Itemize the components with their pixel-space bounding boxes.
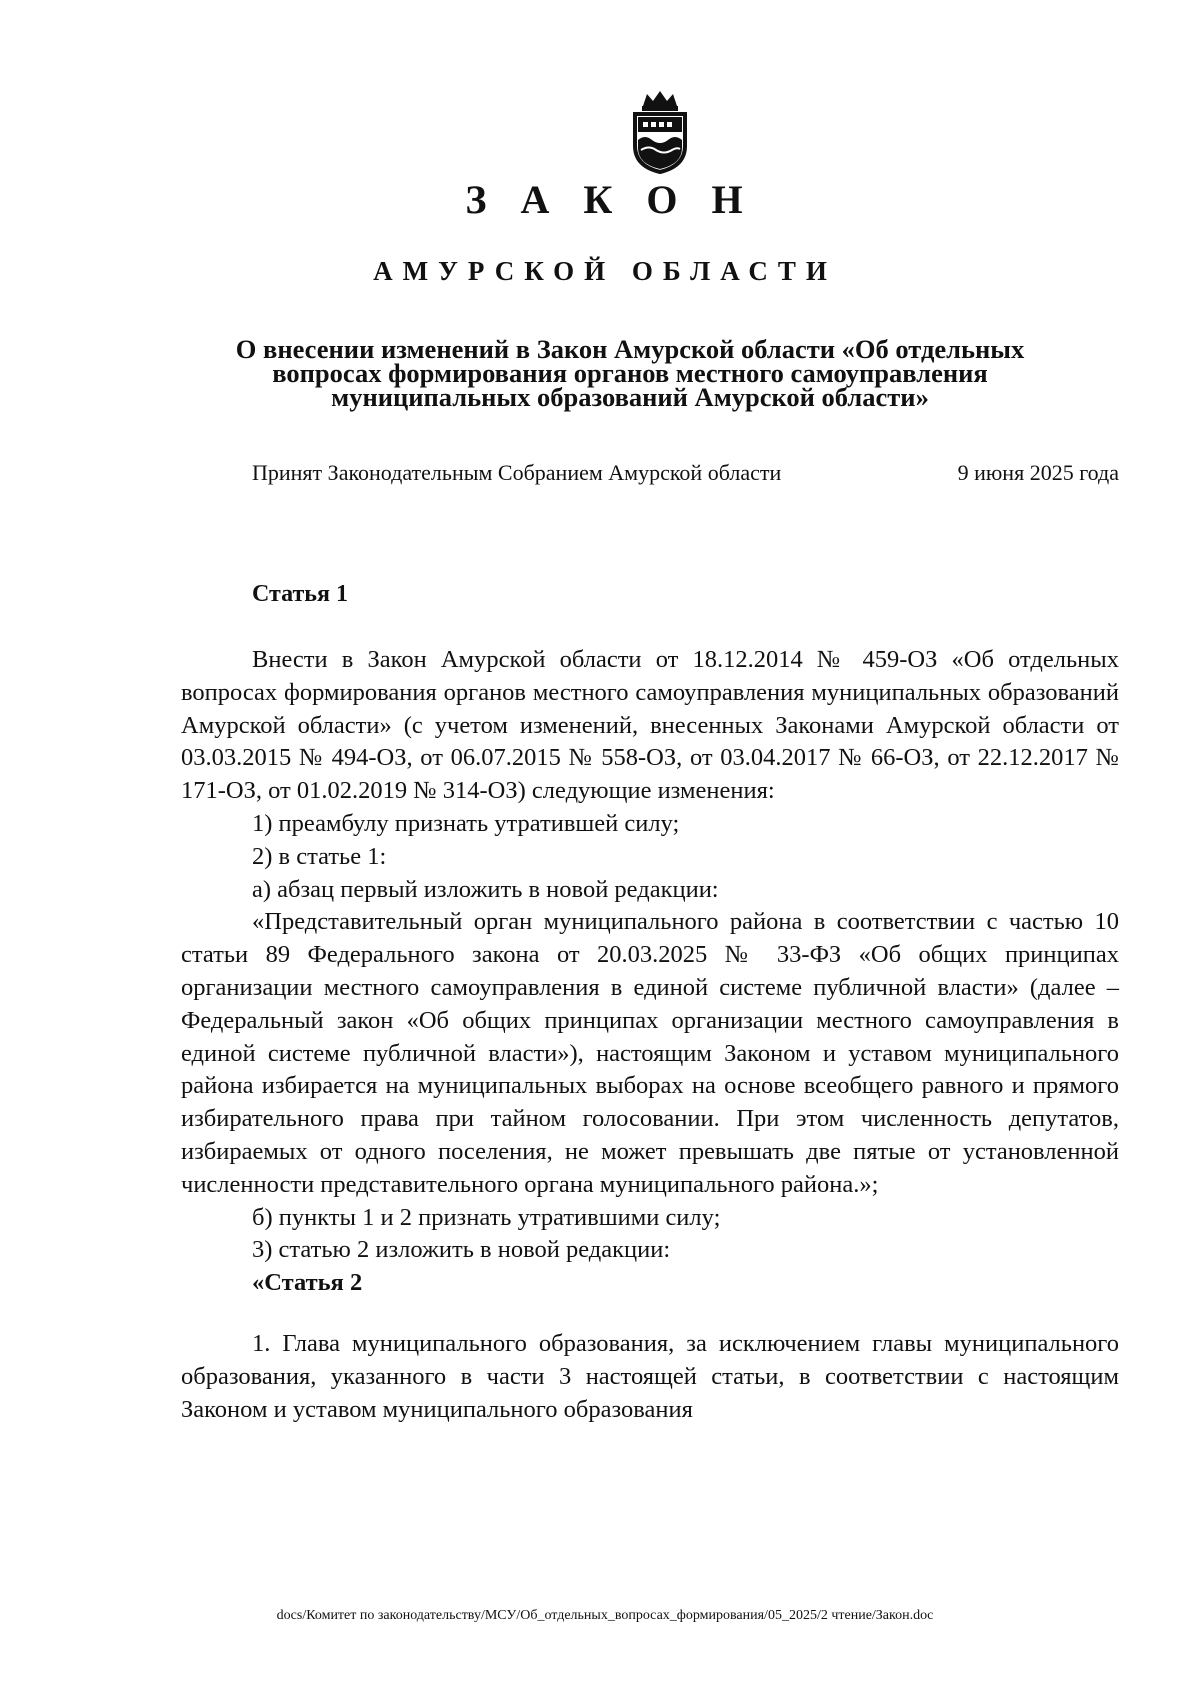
amendment-item-3: 3) статью 2 изложить в новой редакции: <box>252 1236 671 1264</box>
adoption-text: Принят Законодательным Собранием Амурской области <box>252 460 782 485</box>
subject-line: вопросах формирования органов местного самоуправления <box>272 358 988 388</box>
article-2-heading: «Статья 2 <box>252 1269 363 1297</box>
coat-of-arms-icon <box>629 88 691 174</box>
amendment-quote: «Представительный орган муниципального района в соответствии с частью 10 статьи 89 Федерального закона от 20.03.2025 № 33-ФЗ «Об общих принципах организации местного самоуправления в единой системе публичной власти» (далее – Федеральный закон «Об общих принципах организации местного самоуправления в единой системе публичной власти»), настоящим Законом и уставом муниципального района избирается на муниципальных выборах на основе всеобщего равного и прямого избирательного права при тайном голосовании. При этом численность депутатов, избираемых от одного поселения, не может превышать две пятые от установленной численности представительного органа муниципального района.»; <box>181 908 1119 1198</box>
amendment-item-2: 2) в статье 1: <box>252 842 387 870</box>
amendment-item-2a: а) абзац первый изложить в новой редакции: <box>252 875 719 903</box>
adoption-date: 9 июня 2025 года <box>957 460 1119 485</box>
article-1-body <box>181 644 1119 1426</box>
article-1-heading: Статья 1 <box>252 581 348 607</box>
law-subject <box>200 334 1060 412</box>
amendment-item-2b: б) пункты 1 и 2 признать утратившими силу; <box>252 1203 721 1231</box>
article-2-paragraph-1: 1. Глава муниципального образования, за исключением главы муниципального образования, указанного в части 3 настоящей статьи, в соответствии с настоящим Законом и уставом муниципального образования <box>181 1329 1119 1423</box>
amendment-item-1: 1) преамбулу признать утратившей силу; <box>252 809 680 837</box>
subject-line: муниципальных образований Амурской области» <box>331 382 929 412</box>
article-1-intro: Внести в Закон Амурской области от 18.12.2014 № 459-ОЗ «Об отдельных вопросах формирования органов местного самоуправления муниципальных образований Амурской области» (с учетом изменений, внесенных Законами Амурской области от 03.03.2015 № 494-ОЗ, от 06.07.2015 № 558-ОЗ, от 03.04.2017 № 66-ОЗ, от 22.12.2017 № 171-ОЗ, от 01.02.2019 № 314-ОЗ) следующие изменения: <box>181 646 1119 805</box>
law-title: З А К О Н <box>465 177 755 222</box>
subject-line: О внесении изменений в Закон Амурской области «Об отдельных <box>235 334 1025 364</box>
region-title: АМУРСКОЙ ОБЛАСТИ <box>373 256 837 286</box>
file-path-footer: docs/Комитет по законодательству/МСУ/Об_отдельных_вопросах_формирования/05_2025/2 чтение/Закон.doc <box>276 1608 934 1623</box>
